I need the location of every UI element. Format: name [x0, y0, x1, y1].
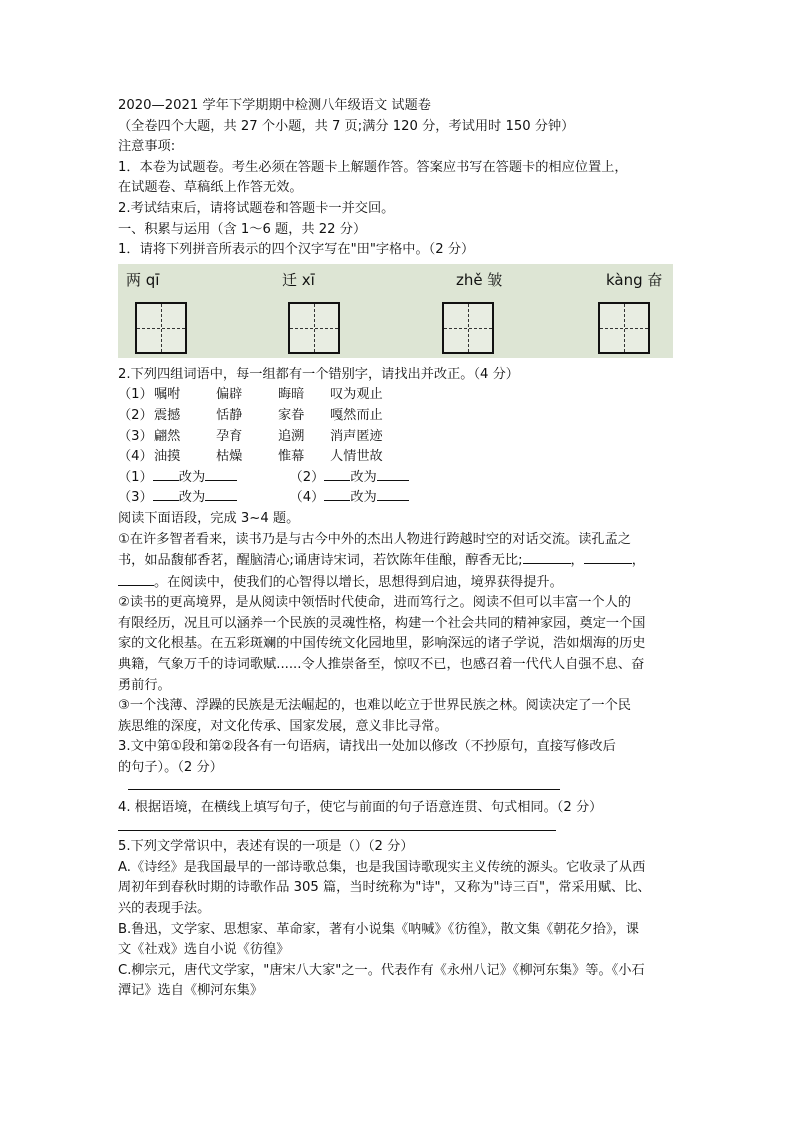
- fill-blank[interactable]: [118, 572, 154, 586]
- answer-line[interactable]: [118, 830, 556, 831]
- passage-line: ③一个浅薄、浮躁的民族是无法崛起的，也难以屹立于世界民族之林。阅读决定了一个民: [118, 698, 631, 714]
- answer-number: （3）: [118, 490, 153, 506]
- tian-box[interactable]: [288, 302, 340, 354]
- question-3-cont: 的句子）。（2 分）: [118, 760, 223, 776]
- question-2: 2.下列四组词语中，每一组都有一个错别字，请找出并改正。（4 分）: [118, 366, 519, 382]
- answer-blank[interactable]: [205, 488, 237, 501]
- pinyin-prompt: kàng 奋: [606, 270, 663, 289]
- exam-info: （全卷四个大题，共 27 个小题，共 7 页;满分 120 分，考试用时 150 分钟）: [118, 118, 575, 134]
- section-heading: 一、积累与运用（含 1～6 题，共 22 分）: [118, 221, 367, 237]
- fill-blank[interactable]: [584, 550, 632, 564]
- passage-line: 勇前行。: [118, 677, 171, 693]
- word: 消声匿迹: [330, 428, 383, 444]
- passage-line: 家的文化根基。在五彩斑斓的中国传统文化园地里，影响深远的诸子学说，浩如烟海的历史: [118, 636, 646, 652]
- answer-blank[interactable]: [205, 468, 237, 481]
- word: 嘱咐: [154, 387, 181, 403]
- word: 叹为观止: [330, 387, 383, 403]
- option-b-cont: 文《社戏》选自小说《彷徨》: [118, 942, 290, 958]
- question-3: 3.文中第①段和第②段各有一句语病，请找出一处加以修改（不抄原句，直接写修改后: [118, 739, 616, 755]
- word: 偏辟: [216, 387, 243, 403]
- answer-number: （1）: [118, 469, 153, 485]
- passage-line: 有限经历，况且可以涵养一个民族的灵魂性格，构建一个社会共同的精神家园，奠定一个国: [118, 615, 646, 631]
- notice-item-1-cont: 在试题卷、草稿纸上作答无效。: [118, 180, 303, 196]
- pinyin-prompt: zhě 皱: [456, 270, 503, 289]
- page-title: 2020—2021 学年下学期期中检测八年级语文 试题卷: [118, 98, 431, 113]
- fill-blank[interactable]: [523, 550, 571, 564]
- answer-label: 改为: [178, 490, 206, 506]
- answer-number: （4）: [289, 490, 325, 506]
- answer-label: 改为: [178, 469, 206, 485]
- word: 追溯: [278, 428, 305, 444]
- word: 惟幕: [278, 449, 305, 465]
- notice-heading: 注意事项:: [118, 139, 176, 155]
- word: 恬静: [216, 407, 243, 423]
- exam-page: [118, 96, 678, 1002]
- word-group-row: [118, 427, 678, 448]
- answer-line[interactable]: [128, 789, 560, 790]
- word: 人情世故: [330, 449, 383, 465]
- answer-label: 改为: [350, 490, 377, 506]
- passage-line: ②读书的更高境界，是从阅读中领悟时代使命，进而笃行之。阅读不但可以丰富一个人的: [118, 595, 631, 611]
- pinyin-prompt: 迁 xī: [282, 270, 315, 289]
- row-number: （4）: [118, 449, 153, 465]
- answer-row: [118, 468, 678, 489]
- tian-grid-panel: [118, 264, 673, 358]
- answer-row: [118, 488, 678, 509]
- passage-line: ①在许多智者看来，读书乃是与古今中外的杰出人物进行跨越时空的对话交流。读孔孟之: [118, 531, 631, 547]
- answer-blank[interactable]: [324, 488, 350, 501]
- passage-line: 典籍，气象万千的诗词歌赋......令人推崇备至，惊叹不已，也感召着一代代人自强不息、奋: [118, 657, 645, 673]
- row-number: （2）: [118, 407, 153, 423]
- word: 嘎然而止: [330, 407, 383, 423]
- answer-blank[interactable]: [377, 468, 409, 481]
- notice-item-1: 1．本卷为试题卷。考生必须在答题卡上解题作答。答案应书写在答题卡的相应位置上，: [118, 159, 628, 175]
- answer-number: （2）: [289, 469, 325, 485]
- tian-box[interactable]: [442, 302, 494, 354]
- option-b: B.鲁迅，文学家、思想家、革命家，著有小说集《呐喊》《彷徨》，散文集《朝花夕拾》，课: [118, 921, 639, 937]
- passage-line: [118, 572, 678, 594]
- comma: ，: [570, 553, 584, 569]
- word: 孕育: [216, 428, 243, 444]
- word-group-row: [118, 406, 678, 427]
- answer-blank[interactable]: [153, 488, 179, 501]
- tian-box[interactable]: [135, 302, 187, 354]
- row-number: （3）: [118, 428, 153, 444]
- passage-text: 。在阅读中，使我们的心智得以增长，思想得到启迪，境界获得提升。: [154, 574, 563, 590]
- option-a: A.《诗经》是我国最早的一部诗歌总集，也是我国诗歌现实主义传统的源头。它收录了从西: [118, 859, 646, 875]
- word: 震撼: [154, 407, 181, 423]
- word: 油摸: [154, 449, 181, 465]
- reading-intro: 阅读下面语段，完成 3~4 题。: [118, 510, 300, 526]
- question-4: 4. 根据语境，在横线上填写句子，使它与前面的句子语意连贯、句式相同。（2 分）: [118, 799, 603, 815]
- notice-item-2: 2.考试结束后，请将试题卷和答题卡一并交回。: [118, 200, 395, 216]
- option-c-cont: 潭记》选自《柳河东集》: [118, 983, 264, 999]
- word-group-row: [118, 447, 678, 468]
- option-a-cont: 周初年到春秋时期的诗歌作品 305 篇，当时统称为"诗"，又称为"诗三百"，常采用赋、比、: [118, 880, 651, 896]
- word: 翩然: [154, 428, 181, 444]
- answer-blank[interactable]: [324, 468, 350, 481]
- comma: ，: [631, 553, 645, 569]
- tian-box[interactable]: [598, 302, 650, 354]
- answer-label: 改为: [350, 469, 377, 485]
- option-c: C.柳宗元，唐代文学家，"唐宋八大家"之一。代表作有《永州八记》《柳河东集》等。《小石: [118, 962, 645, 978]
- word-group-row: [118, 385, 678, 406]
- option-a-cont: 兴的表现手法。: [118, 901, 211, 916]
- pinyin-prompt: 两 qī: [126, 270, 160, 289]
- passage-text: 书，如品馥郁香茗，醒脑清心;诵唐诗宋词，若饮陈年佳酿，醇香无比;: [118, 553, 523, 569]
- row-number: （1）: [118, 387, 153, 403]
- question-1: 1．请将下列拼音所表示的四个汉字写在"田"字格中。（2 分）: [118, 242, 475, 258]
- answer-blank[interactable]: [377, 488, 409, 501]
- word: 家眷: [278, 407, 305, 423]
- word: 枯燥: [216, 449, 243, 465]
- passage-line: [118, 550, 678, 572]
- answer-blank[interactable]: [153, 468, 179, 481]
- passage-line: 族思维的深度，对文化传承、国家发展，意义非比寻常。: [118, 718, 448, 734]
- word: 晦暗: [278, 387, 305, 403]
- question-5: 5.下列文学常识中，表述有误的一项是（）（2 分）: [118, 839, 414, 855]
